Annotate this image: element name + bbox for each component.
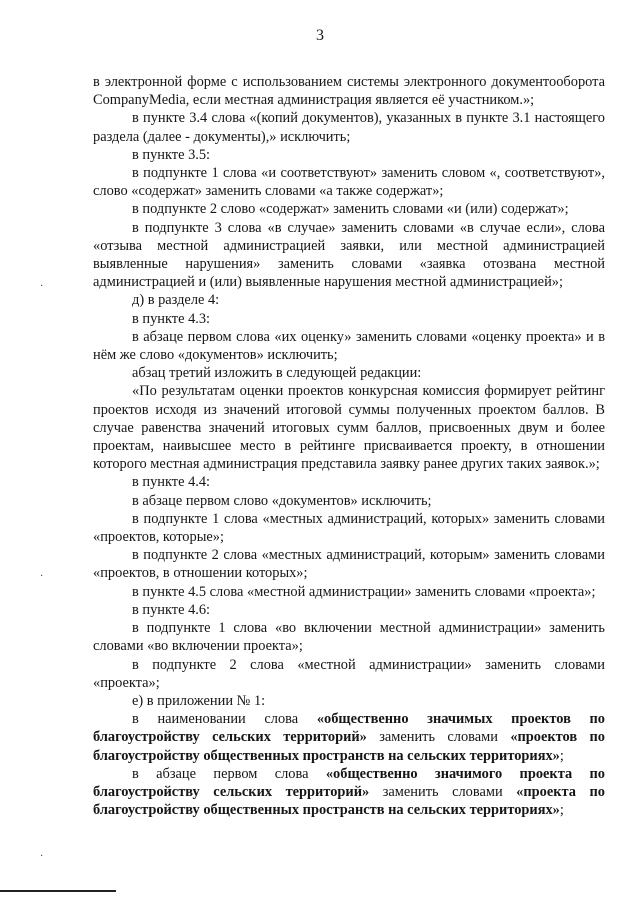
- paragraph: в подпункте 1 слова «и соответствуют» заменить словом «, соответствуют», слово «содержат» заменить словами «а также содержат»;: [93, 165, 605, 200]
- paragraph: абзац третий изложить в следующей редакции:: [132, 365, 422, 382]
- footer-rule: [0, 890, 116, 892]
- bold-text-run: «общественно значимых проектов по благоустройству сельских территорий»: [93, 711, 605, 746]
- scan-dot: ·: [40, 571, 44, 582]
- text-run: в наименовании слова: [132, 711, 317, 728]
- paragraph: в пункте 4.3:: [132, 310, 211, 327]
- paragraph: е) в приложении № 1:: [132, 692, 266, 709]
- paragraph: в электронной форме с использованием системы электронного документооборота CompanyMedia, если местная администрация является её участником.»;: [93, 74, 605, 109]
- paragraph: в пункте 3.4 слова «(копий документов), указанных в пункте 3.1 настоящего раздела (далее - документы),» исключить;: [93, 110, 605, 145]
- paragraph: в пункте 3.5:: [132, 146, 211, 163]
- quoted-paragraph: «По результатам оценки проектов конкурсная комиссия формирует рейтинг проектов исходя из значений итоговой суммы полученных проектом баллов. В случае равенства значений итоговых сумм баллов, присвоенных двум и более проектам, наивысшее место в рейтинге присваивается проекту, в отношении которого местная администрация представила заявку ранее других таких заявок.»;: [93, 383, 605, 473]
- paragraph: в пункте 4.6:: [132, 601, 211, 618]
- paragraph: в пункте 4.4:: [132, 474, 211, 491]
- bold-text-run: «проекта по благоустройству общественных пространств на сельских территориях»: [93, 783, 605, 819]
- paragraph: в подпункте 1 слова «местных администраций, которых» заменить словами «проектов, которые»;: [93, 510, 605, 546]
- text-run: заменить словами: [369, 783, 517, 800]
- text-run: заменить словами: [366, 729, 511, 746]
- paragraph: в подпункте 2 слово «содержат» заменить словами «и (или) содержат»;: [132, 201, 569, 218]
- paragraph: в подпункте 2 слова «местной администрации» заменить словами «проекта»;: [93, 656, 605, 691]
- scan-dot: ·: [40, 851, 44, 862]
- page-number: 3: [316, 27, 324, 44]
- paragraph: в подпункте 3 слова «в случае» заменить словами «в случае если», слова «отзыва местной администрацией заявки, или местной администрацией выявленные нарушения» заменить словами «заявка отозвана местной администрацией и (или) выявленные нарушения местной администрацией»;: [93, 219, 605, 291]
- text-run: ;: [559, 802, 564, 819]
- scan-dot: ·: [40, 281, 44, 292]
- text-run: ;: [559, 747, 564, 764]
- paragraph: в подпункте 2 слова «местных администраций, которым» заменить словами «проектов, в отношении которых»;: [93, 547, 605, 582]
- paragraph-with-bold: [93, 765, 605, 820]
- text-run: в абзаце первом слова: [132, 765, 326, 782]
- paragraph-with-bold: [93, 710, 605, 765]
- paragraph: в пункте 4.5 слова «местной администрации» заменить словами «проекта»;: [132, 583, 596, 600]
- paragraph: д) в разделе 4:: [132, 292, 220, 309]
- paragraph: в абзаце первом слово «документов» исключить;: [132, 492, 432, 509]
- bold-text-run: «общественно значимого проекта по благоустройству сельских территорий»: [93, 765, 605, 800]
- paragraph: в подпункте 1 слова «во включении местной администрации» заменить словами «во включении проекта»;: [93, 620, 605, 655]
- bold-text-run: «проектов по благоустройству общественных пространств на сельских территориях»: [93, 729, 606, 764]
- paragraph: в абзаце первом слова «их оценку» заменить словами «оценку проекта» и в нём же слово «документов» исключить;: [93, 328, 605, 364]
- document-body: [93, 73, 605, 819]
